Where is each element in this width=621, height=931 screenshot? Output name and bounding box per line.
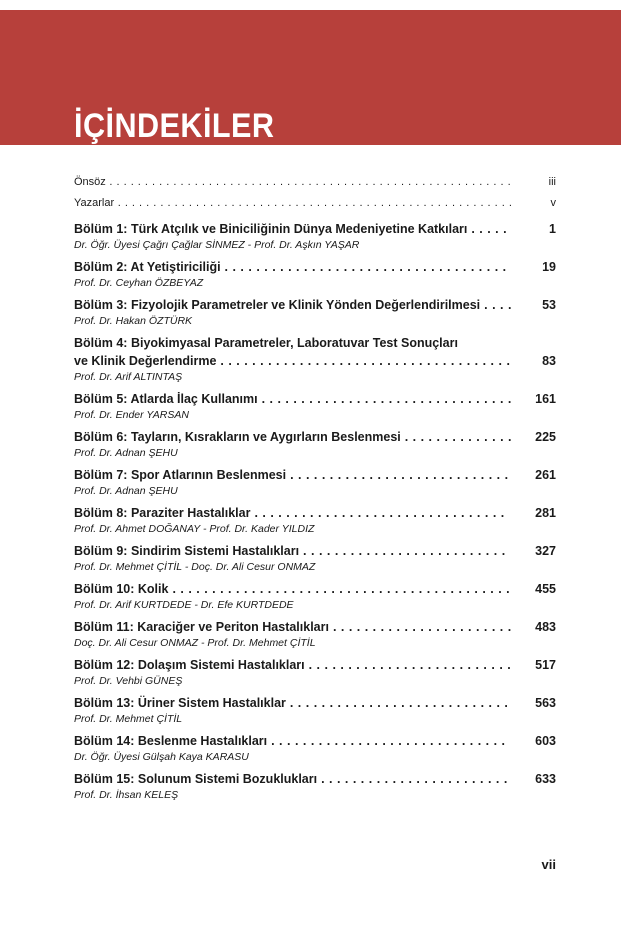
chapter-entry[interactable] (74, 466, 556, 498)
chapter-page: 53 (542, 298, 556, 312)
dot-leader: . . . . . . . . . . . . . . . . . . . . . . . . . . . . . . . . . . . . . . . . . . . (168, 582, 511, 596)
dot-leader: . . . . . . . . . . . . . . . . . . . . . . . . . . . . . . . . (257, 392, 512, 406)
dot-leader: . . . . . (467, 222, 508, 236)
chapter-authors: Prof. Dr. Ahmet DOĞANAY - Prof. Dr. Kader YILDIZ (74, 523, 315, 535)
chapter-entry[interactable] (74, 770, 556, 802)
dot-leader: . . . . (480, 298, 512, 312)
chapter-title-text: Bölüm 6: Tayların, Kısrakların ve Aygırların Beslenmesi (74, 430, 401, 444)
header-banner (0, 10, 621, 145)
dot-leader: . . . . . . . . . . . . . . . . . . . . . . . . . . . . (286, 468, 509, 482)
chapter-authors: Prof. Dr. Ceyhan ÖZBEYAZ (74, 277, 204, 289)
front-matter-item[interactable] (74, 193, 556, 214)
dot-leader: . . . . . . . . . . . . . . . . . . . . . . . . . . . . . . . . (250, 506, 505, 520)
chapter-title-text: Bölüm 14: Beslenme Hastalıkları (74, 734, 268, 748)
front-matter-title-text: Önsöz (74, 176, 106, 188)
chapter-entry[interactable] (74, 580, 556, 612)
chapter-authors: Prof. Dr. Ender YARSAN (74, 409, 189, 421)
chapter-entry[interactable] (74, 694, 556, 726)
dot-leader: . . . . . . . . . . . . . . . . . . . . . . . . . . . . (285, 696, 509, 710)
chapter-title (74, 580, 556, 598)
chapter-title-text: Bölüm 5: Atlarda İlaç Kullanımı (74, 392, 258, 406)
chapter-title-text: Bölüm 2: At Yetiştiriciliği (74, 260, 221, 274)
dot-leader: . . . . . . . . . . . . . . . . . . . . . . . . (317, 772, 508, 786)
chapter-title-text: Bölüm 8: Paraziter Hastalıklar (74, 506, 251, 520)
chapter-page: 261 (535, 468, 556, 482)
chapter-title-text: Bölüm 9: Sindirim Sistemi Hastalıkları (74, 544, 300, 558)
chapter-title (74, 334, 556, 370)
chapter-authors: Dr. Öğr. Üyesi Çağrı Çağlar SİNMEZ - Prof. Dr. Aşkın YAŞAR (74, 239, 360, 251)
page-number: vii (541, 857, 556, 872)
chapter-page: 327 (535, 544, 556, 558)
chapter-page: 225 (535, 430, 556, 444)
chapter-authors: Prof. Dr. Adnan ŞEHU (74, 485, 178, 497)
chapter-authors: Prof. Dr. Mehmet ÇİTİL (74, 713, 183, 725)
front-matter-title (74, 172, 511, 193)
chapter-entry[interactable] (74, 732, 556, 764)
chapter-authors: Dr. Öğr. Üyesi Gülşah Kaya KARASU (74, 751, 249, 763)
table-of-contents (74, 172, 556, 802)
chapter-page: 633 (535, 772, 556, 786)
chapter-authors: Prof. Dr. Arif KURTDEDE - Dr. Efe KURTDEDE (74, 599, 294, 611)
chapter-title (74, 504, 556, 522)
chapter-title-text: Bölüm 12: Dolaşım Sistemi Hastalıkları (74, 658, 305, 672)
chapter-entry[interactable] (74, 428, 556, 460)
chapter-entry[interactable] (74, 334, 556, 384)
chapter-list (74, 220, 556, 802)
chapter-authors: Prof. Dr. İhsan KELEŞ (74, 789, 179, 801)
chapter-authors: Prof. Dr. Adnan ŞEHU (74, 447, 178, 459)
chapter-title-text: Bölüm 3: Fizyolojik Parametreler ve Klinik Yönden Değerlendirilmesi (74, 298, 481, 312)
front-matter-page: v (550, 197, 556, 209)
chapter-authors: Doç. Dr. Ali Cesur ONMAZ - Prof. Dr. Mehmet ÇİTİL (74, 637, 316, 649)
page-title: İÇİNDEKİLER (74, 107, 275, 145)
chapter-page: 281 (535, 506, 556, 520)
chapter-authors: Prof. Dr. Arif ALTINTAŞ (74, 371, 183, 383)
dot-leader: . . . . . . . . . . . . . . . . . . . . . . . . . . . . . . . . . . . . . . . . . . . . . . . . . . . . . . . . (114, 197, 513, 209)
dot-leader: . . . . . . . . . . . . . . . . . . . . . . . . . . . . . . (267, 734, 506, 748)
chapter-entry[interactable] (74, 656, 556, 688)
chapter-page: 455 (535, 582, 556, 596)
chapter-title-text: Bölüm 7: Spor Atlarının Beslenmesi (74, 468, 287, 482)
dot-leader: . . . . . . . . . . . . . . . . . . . . . . . (328, 620, 512, 634)
chapter-authors: Prof. Dr. Vehbi GÜNEŞ (74, 675, 183, 687)
chapter-authors: Prof. Dr. Hakan ÖZTÜRK (74, 315, 193, 327)
chapter-title (74, 770, 556, 788)
dot-leader: . . . . . . . . . . . . . . . . . . . . . . . . . . . . . . . . . . . . . (216, 354, 511, 368)
front-matter-item[interactable] (74, 172, 556, 193)
chapter-page: 603 (535, 734, 556, 748)
chapter-entry[interactable] (74, 542, 556, 574)
chapter-entry[interactable] (74, 258, 556, 290)
dot-leader: . . . . . . . . . . . . . . (400, 430, 512, 444)
chapter-title (74, 390, 556, 408)
dot-leader: . . . . . . . . . . . . . . . . . . . . . . . . . . (304, 658, 512, 672)
chapter-title-text: Bölüm 15: Solunum Sistemi Bozuklukları (74, 772, 318, 786)
chapter-entry[interactable] (74, 618, 556, 650)
chapter-title (74, 258, 556, 276)
chapter-title-text: Bölüm 11: Karaciğer ve Periton Hastalıkları (74, 620, 329, 634)
chapter-title (74, 656, 556, 674)
front-matter-page: iii (548, 176, 556, 188)
dot-leader: . . . . . . . . . . . . . . . . . . . . . . . . . . . . . . . . . . . . (220, 260, 507, 274)
chapter-title (74, 732, 556, 750)
front-matter-title-text: Yazarlar (74, 197, 115, 209)
dot-leader: . . . . . . . . . . . . . . . . . . . . . . . . . . . . . . . . . . . . . . . . . . . . . . . . . . . . . . . . . (105, 176, 512, 188)
chapter-entry[interactable] (74, 296, 556, 328)
chapter-page: 19 (542, 260, 556, 274)
chapter-page: 483 (535, 620, 556, 634)
chapter-title (74, 618, 556, 636)
front-matter-list (74, 172, 556, 214)
chapter-title (74, 428, 556, 446)
chapter-title (74, 694, 556, 712)
chapter-entry[interactable] (74, 390, 556, 422)
chapter-title (74, 220, 556, 238)
chapter-title-line1: Bölüm 4: Biyokimyasal Parametreler, Laboratuvar Test Sonuçları (74, 336, 458, 350)
chapter-authors: Prof. Dr. Mehmet ÇİTİL - Doç. Dr. Ali Cesur ONMAZ (74, 561, 316, 573)
chapter-title (74, 296, 556, 314)
chapter-title-text: Bölüm 1: Türk Atçılık ve Biniciliğinin Dünya Medeniyetine Katkıları (74, 222, 468, 236)
chapter-page: 83 (542, 354, 556, 368)
chapter-page: 517 (535, 658, 556, 672)
front-matter-title (74, 193, 512, 214)
chapter-title-line2: ve Klinik Değerlendirme (74, 354, 217, 368)
chapter-page: 563 (535, 696, 556, 710)
chapter-title-text: Bölüm 13: Üriner Sistem Hastalıklar (74, 696, 286, 710)
chapter-entry[interactable] (74, 220, 556, 252)
chapter-page: 161 (535, 392, 556, 406)
chapter-page: 1 (549, 222, 556, 236)
chapter-entry[interactable] (74, 504, 556, 536)
chapter-title (74, 466, 556, 484)
dot-leader: . . . . . . . . . . . . . . . . . . . . . . . . . . (299, 544, 506, 558)
chapter-title-text: Bölüm 10: Kolik (74, 582, 169, 596)
chapter-title (74, 542, 556, 560)
